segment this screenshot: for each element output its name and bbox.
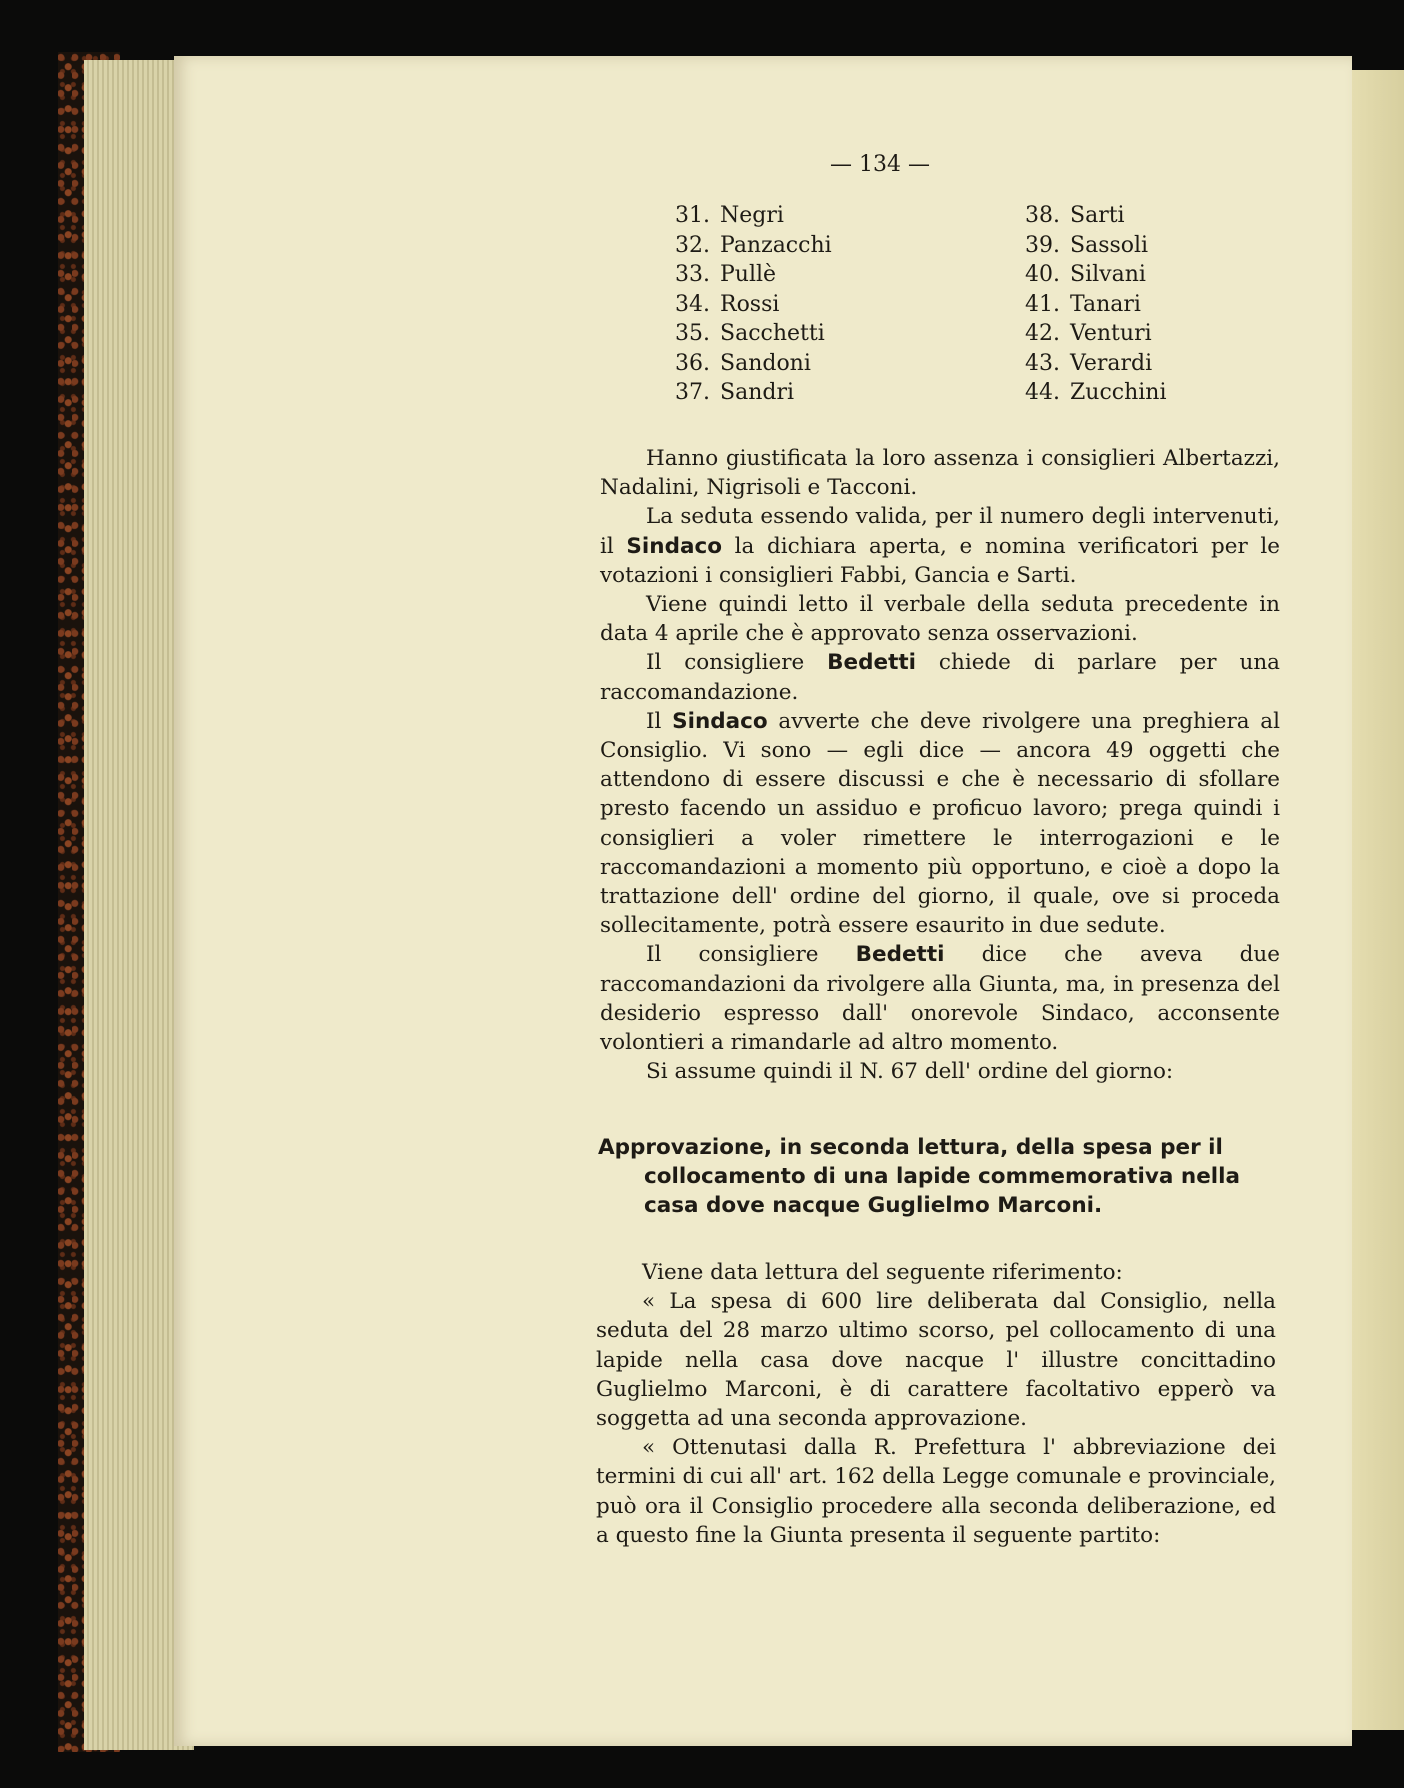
paragraph: La seduta essendo valida, per il numero degli intervenuti, il Sindaco la dichiara aperta, e nomina verificatori per le votazioni i consiglieri Fabbi, Gancia e Sarti. — [600, 504, 1280, 588]
councillor-list-right — [1018, 201, 1167, 408]
list-item: 33. Pullè — [675, 262, 777, 287]
paragraph: Il Sindaco avverte che deve rivolgere una preghiera al Consiglio. Vi sono — egli dice — ancora 49 oggetti che attendono di essere discussi e che è necessario di sfollare presto facendo un assiduo e proficuo lavoro; prega quindi i consiglieri a voler rimettere le interrogazioni e le raccomandazioni a momento più opportuno, e cioè a dopo la trattazione dell' ordine del giorno, il quale, ove si proceda sollecitamente, potrà essere esaurito in due sedute. — [600, 708, 1280, 939]
paragraph: Si assume quindi il N. 67 dell' ordine del giorno: — [646, 1059, 1174, 1085]
list-item: 36. Sandoni — [675, 350, 811, 376]
list-item: 43. Verardi — [1025, 350, 1153, 376]
paragraph: Hanno giustificata la loro assenza i consiglieri Albertazzi, Nadalini, Nigrisoli e Tacconi. — [600, 446, 1280, 501]
page-number: — 134 — — [830, 152, 930, 177]
minutes-body — [600, 444, 1280, 1086]
paragraph: Viene data lettura del seguente riferimento: — [642, 1260, 1123, 1285]
councillor-list-left — [668, 201, 832, 408]
list-item: 31. Negri — [675, 203, 784, 228]
paragraph: Il consigliere Bedetti chiede di parlare per una raccomandazione. — [600, 650, 1280, 705]
list-item: 34. Rossi — [675, 291, 780, 317]
right-page-edge — [1352, 70, 1404, 1730]
minutes-body-2 — [596, 1258, 1276, 1550]
list-item: 41. Tanari — [1025, 291, 1141, 317]
paragraph: « Ottenutasi dalla R. Prefettura l' abbreviazione dei termini di cui all' art. 162 della Legge comunale e provinciale, può ora il Consiglio procedere alla seconda deliberazione, ed a questo fine la Giunta presenta il seguente partito: — [596, 1435, 1277, 1548]
list-item: 39. Sassoli — [1025, 232, 1149, 258]
list-item: 35. Sacchetti — [675, 321, 825, 346]
list-item: 42. Venturi — [1025, 321, 1152, 346]
section-title: Approvazione, in seconda lettura, della spesa per il collocamento di una lapide commemorativa nella casa dove nacque Guglielmo Marconi. — [598, 1135, 1241, 1218]
list-item: 32. Panzacchi — [675, 232, 832, 258]
list-item: 37. Sandri — [675, 380, 794, 405]
paragraph: Il consigliere Bedetti dice che aveva due raccomandazioni da rivolgere alla Giunta, ma, in presenza del desiderio espresso dall' onorevole Sindaco, acconsente volontieri a rimandarle ad altro momento. — [600, 942, 1280, 1056]
list-item: 44. Zucchini — [1025, 380, 1167, 405]
paragraph: Viene quindi letto il verbale della seduta precedente in data 4 aprile che è approvato senza osservazioni. — [600, 592, 1280, 647]
list-item: 40. Silvani — [1025, 262, 1146, 287]
list-item: 38. Sarti — [1025, 203, 1125, 228]
paragraph: « La spesa di 600 lire deliberata dal Consiglio, nella seduta del 28 marzo ultimo scorso, pel collocamento di una lapide nella casa dove nacque l' illustre concittadino Guglielmo Marconi, è di carattere facoltativo epperò va soggetta ad una seconda approvazione. — [596, 1289, 1276, 1432]
